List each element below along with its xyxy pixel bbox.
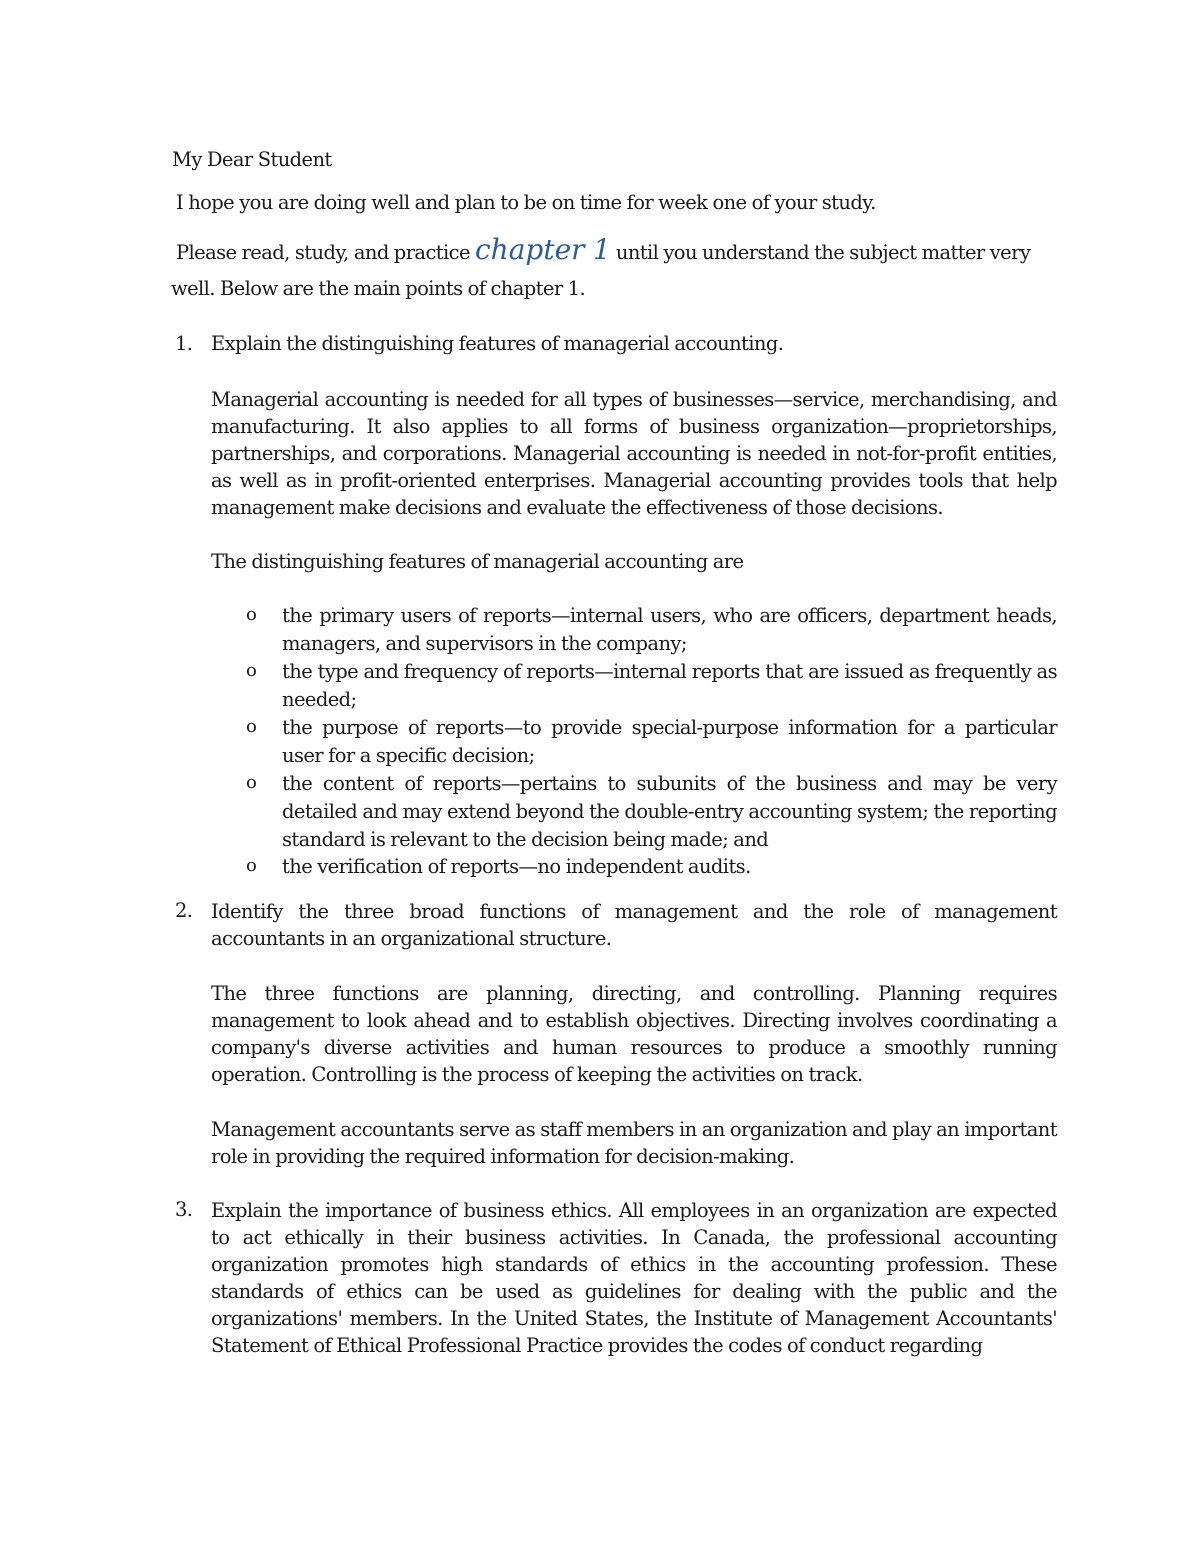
point-1-number: 1. — [175, 332, 193, 355]
point-2-heading: Identify the three broad functions of management and the role of management accountants in an organizational structure. — [211, 900, 1057, 950]
bullet-marker: o — [246, 660, 257, 681]
chapter-reference: chapter 1 — [475, 233, 611, 266]
intro-line: I hope you are doing well and plan to be on time for week one of your study. — [176, 191, 876, 214]
point-1-paragraph: Managerial accounting is needed for all types of businesses—service, merchandising, and manufacturing. It also applies to all forms of business organization—proprietorships, partnerships, and corporations. Managerial accounting is needed in not-for-profit entities, as well as in profit-oriented enterprises. Managerial accounting provides tools that help management make decisions and evaluate the effectiveness of those decisions. — [211, 388, 1057, 519]
bullet-item-content: the content of reports—pertains to subunits of the business and may be very detailed and may extend beyond the double-entry accounting system; the reporting standard is relevant to the decision being made; and — [282, 772, 1057, 851]
bullet-marker: o — [246, 772, 257, 793]
bullet-item-type-frequency: the type and frequency of reports—internal reports that are issued as frequently as needed; — [282, 660, 1057, 711]
bullet-marker: o — [246, 604, 257, 625]
point-1-features-intro: The distinguishing features of managerial accounting are — [211, 550, 744, 573]
point-3-paragraph: Explain the importance of business ethics. All employees in an organization are expected to act ethically in their business activities. In Canada, the professional accounting organization promotes high standards of ethics in the accounting profession. These standards of ethics can be used as guidelines for dealing with the public and the organizations' members. In the United States, the Institute of Management Accountants' Statement of Ethical Professional Practice provides the codes of conduct regarding — [211, 1199, 1057, 1357]
intro-before: Please read, study, and practice — [176, 241, 475, 264]
point-2-staff-paragraph: Management accountants serve as staff members in an organization and play an important role in providing the required information for decision-making. — [211, 1118, 1057, 1168]
point-3-number: 3. — [175, 1198, 193, 1221]
point-2-number: 2. — [175, 899, 193, 922]
bullet-item-purpose: the purpose of reports—to provide special-purpose information for a particular user for a specific decision; — [282, 716, 1057, 767]
bullet-item-users: the primary users of reports—internal users, who are officers, department heads, managers, and supervisors in the company; — [282, 604, 1057, 655]
bullet-marker: o — [246, 855, 257, 876]
bullet-item-verification: the verification of reports—no independent audits. — [282, 855, 751, 878]
bullet-marker: o — [246, 716, 257, 737]
intro-paragraph — [171, 232, 1051, 307]
intro-after: until you understand the subject matter very well. Below are the main points of chapter 1. — [171, 241, 1031, 300]
point-1-heading: Explain the distinguishing features of managerial accounting. — [211, 332, 784, 355]
salutation: My Dear Student — [172, 148, 332, 171]
point-2-paragraph: The three functions are planning, directing, and controlling. Planning requires management to look ahead and to establish objectives. Directing involves coordinating a company's diverse activities and human resources to produce a smoothly running operation. Controlling is the process of keeping the activities on track. — [211, 982, 1057, 1086]
